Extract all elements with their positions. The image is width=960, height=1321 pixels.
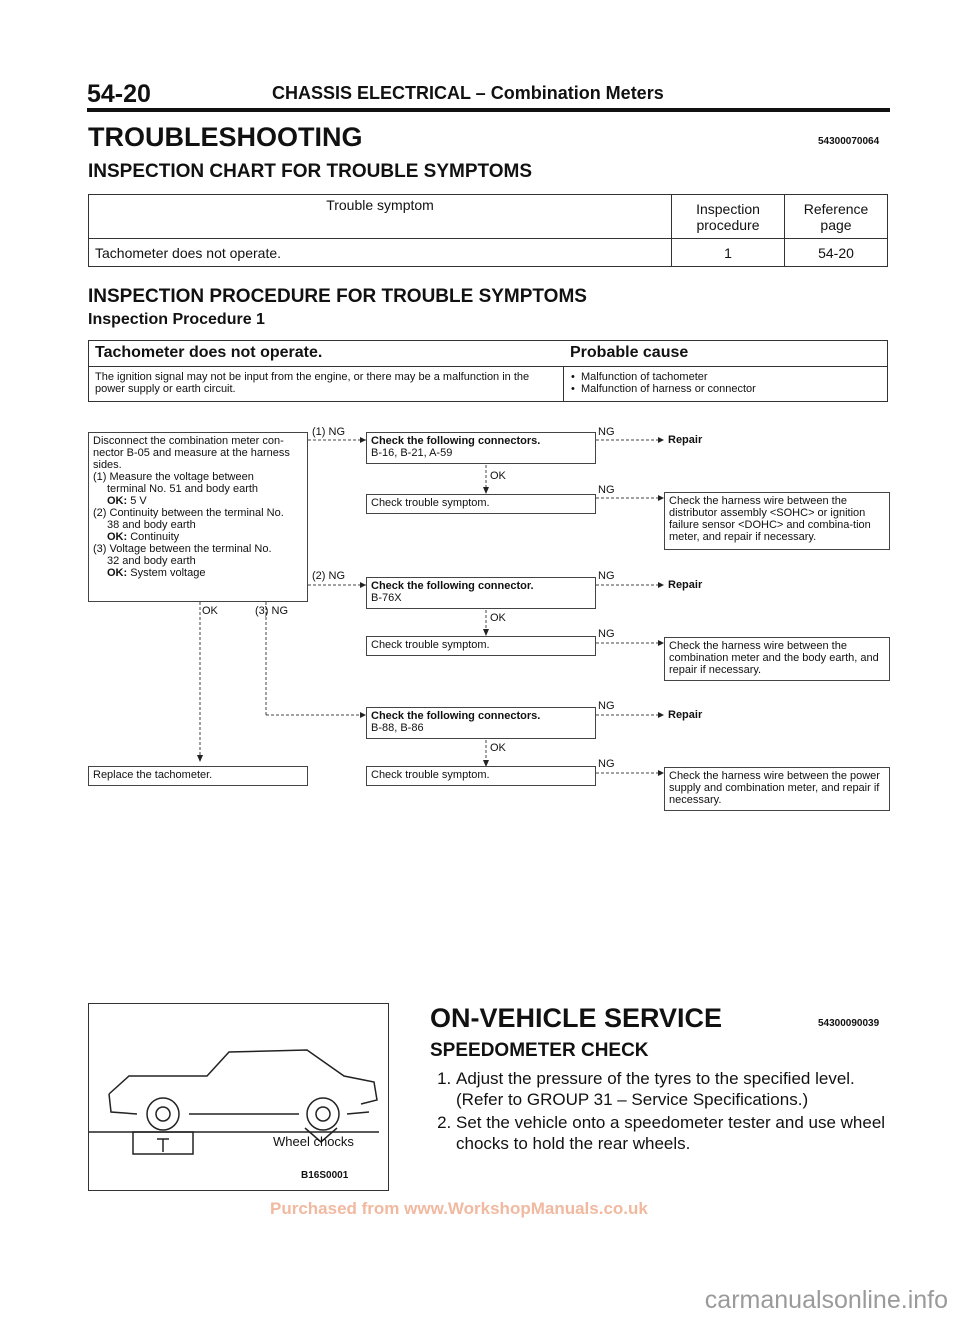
row-reference: 54-20 bbox=[785, 239, 888, 267]
repair-label: Repair bbox=[668, 579, 703, 591]
start-box bbox=[88, 432, 308, 602]
service-steps bbox=[430, 1068, 890, 1156]
step-text: 38 and body earth bbox=[107, 519, 196, 531]
troubleshooting-title: TROUBLESHOOTING bbox=[88, 122, 363, 152]
connector-check-3: Check the following connectors. B-88, B-86 bbox=[366, 707, 596, 739]
troubleshooting-code: 54300070064 bbox=[818, 136, 880, 147]
label-ng: NG bbox=[598, 700, 615, 712]
harness-check-3: Check the harness wire between the power supply and combination meter, and repair if necessary. bbox=[664, 767, 890, 811]
label-ng: NG bbox=[598, 570, 615, 582]
label-ng1: (1) NG bbox=[312, 426, 345, 438]
page-number: 54-20 bbox=[87, 80, 151, 108]
service-step: 1. Adjust the pressure of the tyres to the specified level. (Refer to GROUP 31 – Service Specifications.) bbox=[456, 1068, 890, 1110]
figure-caption: Wheel chocks bbox=[273, 1134, 354, 1149]
repair-label: Repair bbox=[668, 709, 703, 721]
label-ok: OK bbox=[490, 470, 506, 482]
connector-check-2: Check the following connector. B-76X bbox=[366, 577, 596, 609]
label-ng: NG bbox=[598, 628, 615, 640]
row-symptom: Tachometer does not operate. bbox=[89, 239, 672, 267]
label-ok: OK bbox=[490, 612, 506, 624]
label-ok: OK bbox=[490, 742, 506, 754]
connector-check-1: Check the following connectors. B-16, B-21, A-59 bbox=[366, 432, 596, 464]
col-reference: Reference page bbox=[785, 195, 888, 239]
chart-title: INSPECTION CHART FOR TROUBLE SYMPTOMS bbox=[88, 161, 533, 182]
procedure-title: INSPECTION PROCEDURE FOR TROUBLE SYMPTOMS bbox=[88, 286, 587, 307]
label-ng: NG bbox=[598, 758, 615, 770]
service-title: ON-VEHICLE SERVICE bbox=[430, 1003, 723, 1033]
purchased-footer: Purchased from www.WorkshopManuals.co.uk bbox=[270, 1199, 648, 1218]
ok-line: OK: System voltage bbox=[107, 567, 206, 579]
step-text: (1) Measure the voltage between bbox=[93, 471, 254, 483]
harness-check-2: Check the harness wire between the combination meter and the body earth, and repair if necessary. bbox=[664, 637, 890, 681]
check-symptom-1: Check trouble symptom. bbox=[366, 494, 596, 514]
section-title: CHASSIS ELECTRICAL – Combination Meters bbox=[272, 83, 664, 103]
col-procedure: Inspection procedure bbox=[672, 195, 785, 239]
ok-line: OK: Continuity bbox=[107, 531, 180, 543]
label-ng2: (2) NG bbox=[312, 570, 345, 582]
start-text: nector B-05 and measure at the harness bbox=[93, 447, 290, 459]
cause-item: • Malfunction of harness or connector bbox=[571, 383, 756, 395]
car-illustration bbox=[89, 1004, 388, 1190]
row-procedure: 1 bbox=[672, 239, 785, 267]
label-ng: NG bbox=[598, 484, 615, 496]
cause-description: The ignition signal may not be input from the engine, or there may be a malfunction in the power supply or earth circuit. bbox=[95, 371, 530, 395]
replace-tachometer: Replace the tachometer. bbox=[88, 766, 308, 786]
symptom-heading: Tachometer does not operate. bbox=[95, 344, 323, 361]
check-symptom-2: Check trouble symptom. bbox=[366, 636, 596, 656]
step-text: 32 and body earth bbox=[107, 555, 196, 567]
procedure-subtitle: Inspection Procedure 1 bbox=[88, 311, 265, 328]
step-text: (2) Continuity between the terminal No. bbox=[93, 507, 284, 519]
wheel-chocks-figure bbox=[88, 1003, 389, 1191]
label-ok: OK bbox=[202, 605, 218, 617]
service-step: 2. Set the vehicle onto a speedometer tester and use wheel chocks to hold the rear wheels. bbox=[456, 1112, 890, 1154]
step-text: terminal No. 51 and body earth bbox=[107, 483, 259, 495]
cause-heading: Probable cause bbox=[570, 344, 689, 361]
watermark: carmanualsonline.info bbox=[704, 1286, 948, 1314]
start-text: sides. bbox=[93, 459, 122, 471]
start-text: Disconnect the combination meter con- bbox=[93, 435, 284, 447]
label-ng3: (3) NG bbox=[255, 605, 288, 617]
step-text: (3) Voltage between the terminal No. bbox=[93, 543, 272, 555]
col-symptom: Trouble symptom bbox=[89, 195, 672, 239]
repair-label: Repair bbox=[668, 434, 703, 446]
label-ng: NG bbox=[598, 426, 615, 438]
service-code: 54300090039 bbox=[818, 1018, 880, 1029]
check-symptom-3: Check trouble symptom. bbox=[366, 766, 596, 786]
harness-check-1: Check the harness wire between the distributor assembly <SOHC> or ignition failure sensor <DOHC> and combina-tion meter, and repair if necessary. bbox=[664, 492, 890, 550]
cause-item: • Malfunction of tachometer bbox=[571, 371, 708, 383]
figure-code: B16S0001 bbox=[301, 1170, 349, 1181]
service-subtitle: SPEEDOMETER CHECK bbox=[430, 1040, 649, 1061]
ok-line: OK: 5 V bbox=[107, 495, 147, 507]
